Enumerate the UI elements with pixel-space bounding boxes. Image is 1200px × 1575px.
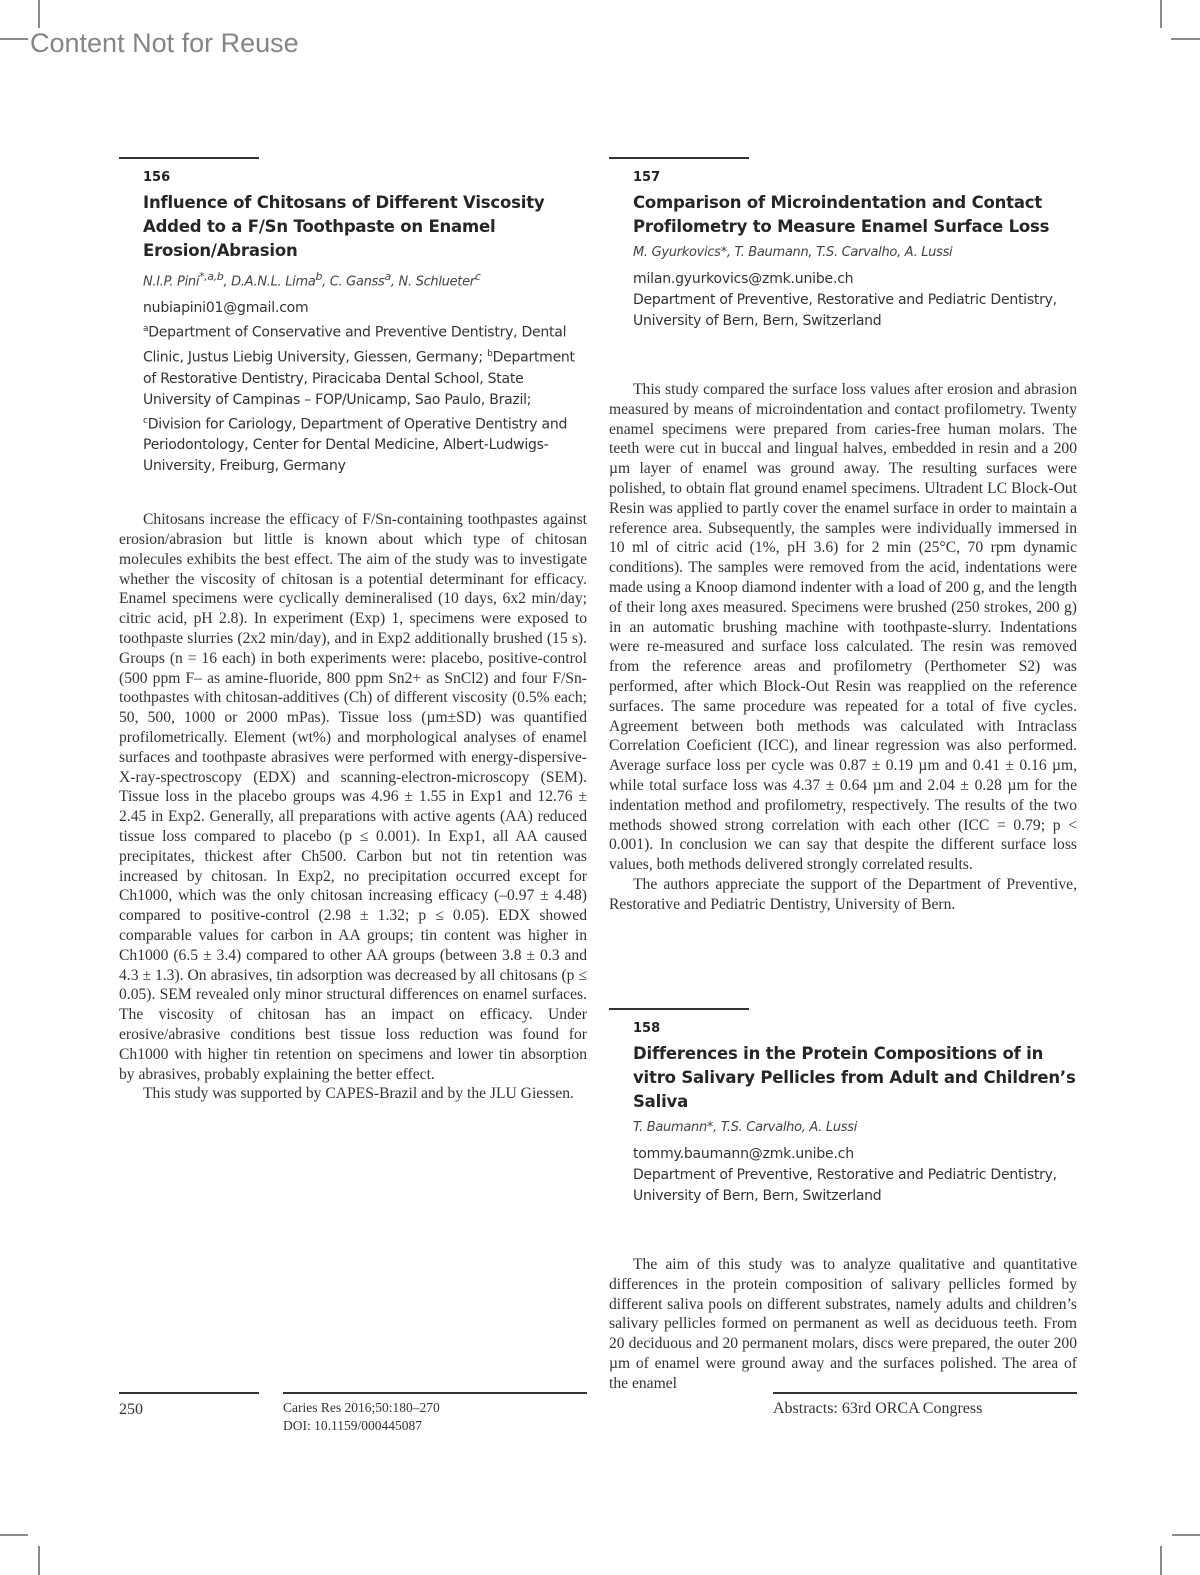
doi: DOI: 10.1159/000445087: [283, 1418, 422, 1433]
body-paragraph: The aim of this study was to analyze qualitative and quantitative differences in the protein composition of salivary pellicles formed by different saliva pools on different substrates, namely adults and children’s salivary pellicles formed on permanent as well as deciduous teeth. From 20 deciduous and 20 permanent molars, discs were prepared, the outer 200 µm of enamel were ground away and the surfaces polished. The area of the enamel: [609, 1256, 1077, 1392]
author-affiliation-marker: b: [315, 270, 323, 283]
footer-rule-middle: [283, 1392, 587, 1394]
abstract-header: [609, 1020, 1077, 1207]
crop-mark-top-left-horizontal: [0, 38, 28, 40]
abstract-title: Comparison of Microindentation and Contact Profilometry to Measure Enamel Surface Loss: [633, 193, 1050, 236]
abstract-title: Influence of Chitosans of Different Viscosity Added to a F/Sn Toothpaste on Enamel Erosion/Abrasion: [143, 193, 545, 260]
body-paragraph: This study compared the surface loss values after erosion and abrasion measured by means of microindentation and contact profilometry. Twenty enamel specimens were prepared from caries-free human molars. The teeth were cut in buccal and lingual halves, embedded in resin and a 200 µm layer of enamel was ground away. The resulting surfaces were polished, to obtain flat ground enamel specimens. Ultradent LC Block-Out Resin was applied to partly cover the enamel surface in order to maintain a reference area. Subsequently, the samples were individually immersed in 10 ml of citric acid (1%, pH 3.6) for 2 min (25°C, 70 rpm dynamic conditions). The samples were removed from the acid, indentations were made using a Knoop diamond indenter with a load of 200 g, and the length of their long axes measured. Specimens were brushed (250 strokes, 200 g) in an automatic brushing machine with toothpaste-slurry. Indentations were re-measured and surface loss calculated. The resin was removed from the reference areas and profilometry (Perthometer S2) was performed, after which Block-Out Resin was reapplied on the reference surfaces. The same procedure was repeated for a total of five cycles. Agreement between both methods was calculated with Intraclass Correlation Coeficient (ICC), and linear regression was also performed. Average surface loss per cycle was 0.87 ± 0.19 µm and 0.41 ± 0.16 µm, while total surface loss was 4.37 ± 0.64 µm and 2.04 ± 0.28 µm for the indentation method and profilometry, respectively. The results of the two methods showed strong correlation with each other (ICC = 0.79; p < 0.001). In conclusion we can say that despite the different surface loss values, both methods delivered strongly correlated results.: [609, 381, 1077, 874]
crop-mark-bottom-left-horizontal: [0, 1534, 28, 1536]
abstract-header: [609, 169, 1077, 332]
affiliation-text: Department of Conservative and Preventive Dentistry, Dental Clinic, Justus Liebig University, Giessen, Germany;: [143, 324, 567, 366]
author-name: D.A.N.L. Lima: [231, 274, 316, 290]
author-name: C. Ganss: [329, 274, 385, 290]
affiliation-text: Division for Cariology, Department of Operative Dentistry and Periodontology, Center for Dental Medicine, Albert-Ludwigs-University, Freiburg, Germany: [143, 416, 568, 475]
abstract-number: 158: [633, 1021, 661, 1036]
abstract-number: 156: [143, 170, 171, 185]
abstract-157: [609, 157, 1077, 915]
crop-mark-top-right-vertical: [1160, 0, 1162, 28]
abstract-body: [609, 1255, 1077, 1394]
body-paragraph: Chitosans increase the efficacy of F/Sn-containing toothpastes against erosion/abrasion but little is known about which type of chitosan molecules exhibits the best effect. The aim of the study was to investigate whether the viscosity of chitosan is a potential determinant for efficacy. Enamel specimens were cyclically demineralised (10 days, 6x2 min/day; citric acid, pH 2.8). In experiment (Exp) 1, specimens were exposed to toothpaste slurries (2x2 min/day), and in Exp2 additionally brushed (15 s). Groups (n = 16 each) in both experiments were: placebo, positive-control (500 ppm F– as amine-fluoride, 800 ppm Sn2+ as SnCl2) and four F/Sn-toothpastes with chitosan-additives (Ch) of different viscosity (0.5% each; 50, 500, 1000 or 2000 mPas). Tissue loss (µm±SD) was quantified profilometrically. Element (wt%) and morphological analyses of enamel surfaces and toothpaste abrasives were performed with energy-dispersive-X-ray-spectroscopy (EDX) and scanning-electron-microscopy (SEM). Tissue loss in the placebo groups was 4.96 ± 1.55 in Exp1 and 12.76 ± 2.45 in Exp2. Generally, all preparations with active agents (AA) reduced tissue loss compared to placebo (p ≤ 0.001). In Exp1, all AA caused precipitates, thickest after Ch500. Carbon but not tin retention was increased by chitosan. In Exp2, no precipitation occurred except for Ch1000, which was the only chitosan increasing efficacy (–0.97 ± 4.48) compared to positive-control (2.98 ± 1.32; p ≤ 0.05). EDX showed comparable values for carbon in AA groups; tin content was higher in Ch1000 (6.5 ± 3.4) compared to other AA groups (between 3.8 ± 0.3 and 4.3 ± 1.3). On abrasives, tin adsorption was decreased by all chitosans (p ≤ 0.05). SEM revealed only minor structural differences on enamel surfaces. The viscosity of chitosan has an impact on efficacy. Under erosive/abrasive conditions best tissue loss reduction was found for Ch1000 with higher tin retention on specimens and lower tin absorption by abrasives, probably explaining the better effect.: [119, 511, 587, 1083]
author-affiliation-marker: c: [474, 270, 481, 283]
abstract-rule: [609, 1008, 749, 1010]
abstract-156: [119, 157, 587, 1104]
watermark: Content Not for Reuse: [30, 28, 299, 58]
crop-mark-bottom-right-horizontal: [1172, 1534, 1200, 1536]
acknowledgement-paragraph: This study was supported by CAPES-Brazil and by the JLU Giessen.: [143, 1085, 574, 1103]
footer-rule-right: [773, 1392, 1077, 1394]
author-email: tommy.baumann@zmk.unibe.ch: [633, 1146, 854, 1162]
acknowledgement-paragraph: The authors appreciate the support of the Department of Preventive, Restorative and Pediatric Dentistry, University of Bern.: [609, 875, 1077, 913]
author-email: nubiapini01@gmail.com: [143, 300, 309, 317]
crop-mark-top-left-vertical: [38, 0, 40, 28]
abstract-rule: [609, 157, 749, 159]
abstract-authors: M. Gyurkovics*, T. Baumann, T.S. Carvalho, A. Lussi: [633, 245, 953, 260]
author-affiliation: Department of Preventive, Restorative and Pediatric Dentistry, University of Bern, Bern, Switzerland: [633, 1167, 1057, 1204]
abstract-authors: T. Baumann*, T.S. Carvalho, A. Lussi: [633, 1120, 858, 1135]
section-title: Abstracts: 63rd ORCA Congress: [773, 1400, 983, 1417]
crop-mark-top-right-horizontal: [1171, 38, 1200, 40]
abstract-number: 157: [633, 170, 661, 185]
author-email: milan.gyurkovics@zmk.unibe.ch: [633, 271, 854, 287]
abstract-rule: [119, 157, 259, 159]
author-affiliations: [143, 319, 587, 477]
author-name: N.I.P. Pini: [143, 274, 200, 290]
page-number: 250: [119, 1401, 143, 1418]
abstract-body: [609, 380, 1077, 915]
crop-mark-bottom-left-vertical: [38, 1546, 40, 1575]
author-affiliation-marker: *,a,b: [199, 270, 224, 283]
crop-mark-bottom-right-vertical: [1160, 1546, 1162, 1575]
author-name: N. Schlueter: [398, 274, 475, 290]
author-affiliation: Department of Preventive, Restorative and Pediatric Dentistry, University of Bern, Bern, Switzerland: [633, 292, 1057, 329]
affiliation-marker: b: [487, 348, 493, 359]
affiliation-marker: c: [143, 415, 148, 426]
journal-citation: Caries Res 2016;50:180–270: [283, 1400, 440, 1415]
affiliation-marker: a: [143, 324, 149, 335]
footer-rule-left: [119, 1392, 259, 1394]
abstract-158: [609, 1008, 1077, 1394]
author-affiliation-marker: a: [384, 270, 391, 283]
abstract-body: [119, 510, 587, 1104]
abstract-header: [119, 169, 587, 477]
abstract-authors: N.I.P. Pini$^{*,a,b}$, D.A.N.L. Lima$^b$, C. Ganss$^a$, N. Schlueter$^c$: [143, 270, 481, 290]
abstract-title: Differences in the Protein Compositions of in vitro Salivary Pellicles from Adult and Children’s Saliva: [633, 1044, 1076, 1111]
affiliation-text: Department of Restorative Dentistry, Piracicaba Dental School, State University of Campinas – FOP/Unicamp, Sao Paulo, Brazil;: [143, 349, 575, 408]
